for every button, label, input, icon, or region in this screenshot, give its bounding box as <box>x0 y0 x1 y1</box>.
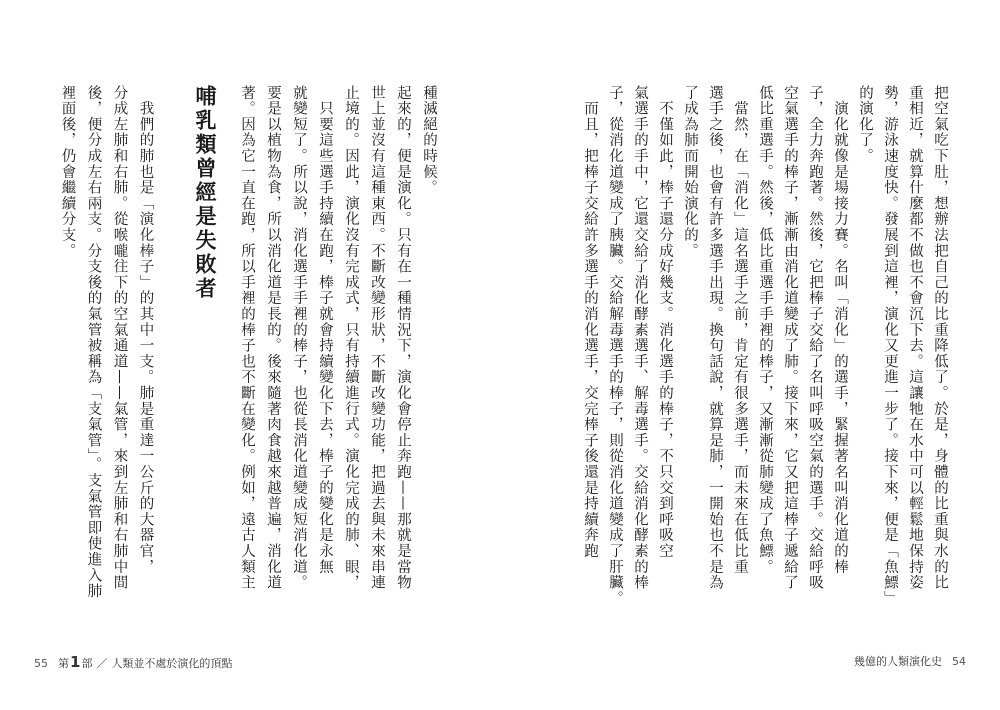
part-prefix: 第 <box>58 657 69 670</box>
part-suffix: 部 <box>81 657 93 670</box>
text-column: 種滅絕的時候。 <box>421 85 437 196</box>
text-column: 低比重選手。然後，低比重選手手裡的棒子，又漸漸從肺變成了魚鰾。 <box>757 85 773 575</box>
text-column: 後，便分成左右兩支。分支後的氣管被稱為「支氣管」。支氣管即使進入肺 <box>85 85 102 600</box>
text-column: 演化就像是場接力賽。名叫「消化」的選手，緊握著名叫消化道的棒 <box>832 85 848 575</box>
text-column: 當然，在「消化」這名選手之前，肯定有很多選手，而未來在低比重 <box>732 85 748 575</box>
text-column: 要是以植物為食，所以消化道是長的。後來隨著肉食越來越普遍，消化道 <box>265 85 281 591</box>
text-column: 而且，把棒子交給許多選手的消化選手，交完棒子後還是持續奔跑 <box>582 85 598 559</box>
text-column: 子，全力奔跑著。然後，它把棒子交給了名叫呼吸空氣的選手。交給呼吸 <box>807 85 823 591</box>
text-column: 了成為肺而開始演化的。 <box>682 85 698 259</box>
section-heading: 哺乳類曾經是失敗者 <box>193 85 217 301</box>
text-column: 分成左肺和右肺。從喉嚨往下的空氣通道——氣管，來到左肺和右肺中間 <box>111 85 128 591</box>
text-column: 止境的。因此，演化沒有完成式，只有持續進行式。演化完成的肺、眼， <box>343 85 359 591</box>
text-column: 起來的，便是演化。只有在一種情況下，演化會停止奔跑——那就是當物 <box>395 85 411 591</box>
text-column: 空氣選手的棒子，漸漸由消化道變成了肺。接下來，它又把這棒子遞給了 <box>782 85 798 591</box>
text-column: 就變短了。所以說，消化選手手裡的棒子，也從長消化道變成短消化道。 <box>291 85 307 591</box>
chapter-title: 人類並不處於演化的頂點 <box>111 657 233 670</box>
right-page <box>500 0 1000 710</box>
text-column: 著。因為它一直在跑，所以手裡的棒子也不斷在變化。例如，遠古人類主 <box>239 85 255 591</box>
text-column: 子，從消化道變成了胰臟。交給解毒選手的棒子，則從消化道變成了肝臟。 <box>607 85 623 607</box>
text-column: 把空氣吃下肚，想辦法把自己的比重降低了。於是，身體的比重與水的比 <box>932 85 948 591</box>
left-footer <box>34 653 232 671</box>
text-column: 勢，游泳速度快。發展到這裡，演化又更進一步了。接下來，便是「魚鰾」 <box>882 85 898 607</box>
book-title: 幾億的人類演化史 <box>854 655 942 668</box>
right-footer <box>854 653 966 669</box>
text-column: 我們的肺也是「演化棒子」的其中一支。肺是重達一公斤的大器官， <box>137 85 154 575</box>
text-column: 選手之後，也會有許多選手出現。換句話說，就算是肺，一開始也不是為 <box>707 85 723 591</box>
text-column: 裡面後，仍會繼續分支。 <box>59 85 76 259</box>
text-column: 只要這些選手持續在跑，棒子就會持續變化下去，棒子的變化是永無 <box>317 85 333 575</box>
page-number: 55 <box>34 657 48 670</box>
text-column: 世上並沒有這種東西。不斷改變形狀，不斷改變功能，把過去與未來串連 <box>369 85 385 591</box>
text-column: 重相近，就算什麼都不做也不會沉下去。這讓牠在水中可以輕鬆地保持姿 <box>907 85 923 591</box>
text-column: 的演化了。 <box>857 85 873 164</box>
text-column: 氣選手的手中，它還交給了消化酵素選手、解毒選手。交給消化酵素的棒 <box>632 85 648 591</box>
text-column: 不僅如此，棒子還分成好幾支。消化選手的棒子，不只交到呼吸空 <box>657 85 673 559</box>
part-number: 1 <box>70 653 81 671</box>
page-number: 54 <box>952 655 966 668</box>
separator: ／ <box>96 657 108 670</box>
